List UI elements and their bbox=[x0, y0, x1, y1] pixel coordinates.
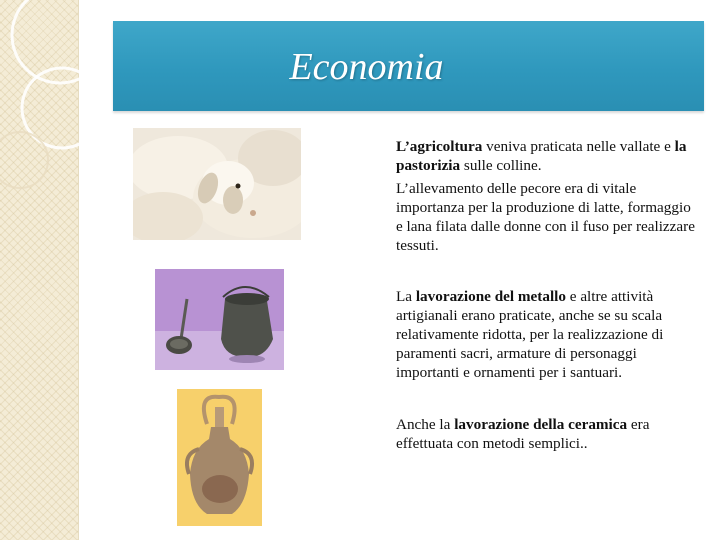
text-run: La bbox=[396, 288, 416, 305]
text-run: era effettuata con metodi semplici.. bbox=[396, 416, 650, 452]
text-run: e altre attività artigianali erano praticate, anche se su scala relativamente ridotta, per la realizzazione di paramenti sacri, armature di personaggi importanti e ornamenti per i santuari. bbox=[396, 288, 664, 381]
bold-text-run: lavorazione del metallo bbox=[415, 288, 566, 305]
bold-text-run: lavorazione della ceramica bbox=[454, 416, 628, 433]
paragraph-ceramics bbox=[396, 415, 696, 453]
title-banner bbox=[113, 21, 704, 111]
metal-artifacts-photo bbox=[155, 269, 284, 370]
text-run: sulle colline. bbox=[460, 157, 542, 174]
paragraph-agriculture bbox=[396, 137, 696, 175]
bold-text-run: la pastorizia bbox=[396, 138, 687, 174]
ceramic-vase-photo bbox=[177, 389, 262, 526]
text-run: Anche la bbox=[396, 416, 455, 433]
paragraph-livestock bbox=[396, 179, 696, 255]
sheep-photo bbox=[133, 128, 301, 240]
paragraph-metalwork bbox=[396, 287, 696, 382]
slide-body bbox=[396, 137, 696, 453]
text-run: veniva praticata nelle vallate e bbox=[482, 138, 675, 155]
text-run: L’allevamento delle pecore era di vitale importanza per la produzione di latte, formaggio e lana filata dalle donne con il fuso per realizzare tessuti. bbox=[396, 180, 695, 254]
slide-title: Economia bbox=[289, 46, 444, 88]
bold-text-run: L’agricoltura bbox=[396, 138, 483, 155]
